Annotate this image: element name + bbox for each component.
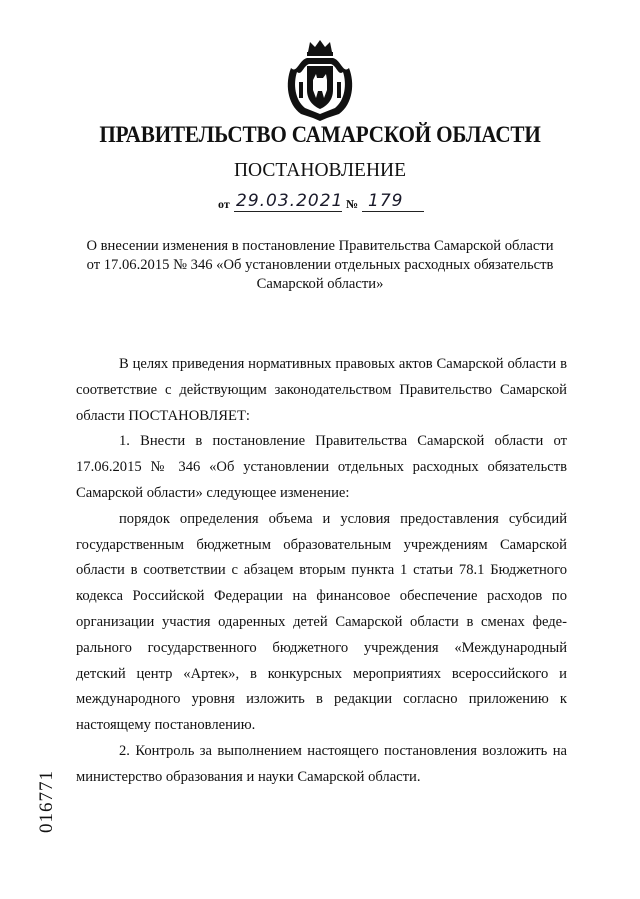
document-subject [60, 237, 580, 294]
item-1-paragraph: 1. Внести в постановление Правительства Самарской области от 17.06.2015 № 346 «Об установлении отдельных расходных обязательств Самарской области» следующее изменение: [76, 433, 567, 501]
document-type: ПОСТАНОВЛЕНИЕ [233, 160, 407, 181]
date-label: от [218, 197, 230, 211]
date-number-line [218, 192, 428, 216]
item-2-paragraph: 2. Контроль за выполнением настоящего постановления возложить на министерство образования и науки Самарской области. [76, 742, 567, 785]
item-1-text-paragraph: порядок определения объема и условия предоставления субсидий государственным бюджетным образовательным учреждениям Самарской области в соответствии с абзацем вторым пункта 1 статьи 78.1 Бюджетного кодекса Российской Федерации на финансовое обеспечение расходов по организации участия одаренных детей Самарской области в сменах феде-рального государственного бюджетного учреждения «Международный детский центр «Артек», в конкурсных мероприятиях всероссийского и международного уровня изложить в редакции согласно приложению к настоящему постановлению. [76, 510, 567, 734]
preamble-paragraph: В целях приведения нормативных правовых актов Самарской области в соответствие с действующим законодательством Правительство Самарской области ПОСТАНОВЛЯЕТ: [76, 356, 567, 424]
date-value: 29.03.2021 [236, 191, 344, 211]
number-label: № [346, 197, 359, 211]
subject-line: Самарской области» [256, 276, 384, 292]
coat-of-arms-icon [283, 38, 357, 122]
margin-serial-number: 016771 [36, 770, 57, 833]
number-value: 179 [368, 191, 404, 211]
subject-line: от 17.06.2015 № 346 «Об установлении отдельных расходных обязательств [86, 257, 554, 273]
organization-title: ПРАВИТЕЛЬСТВО САМАРСКОЙ ОБЛАСТИ [99, 122, 541, 147]
document-body [76, 352, 567, 791]
subject-line: О внесении изменения в постановление Правительства Самарской области [86, 238, 554, 254]
